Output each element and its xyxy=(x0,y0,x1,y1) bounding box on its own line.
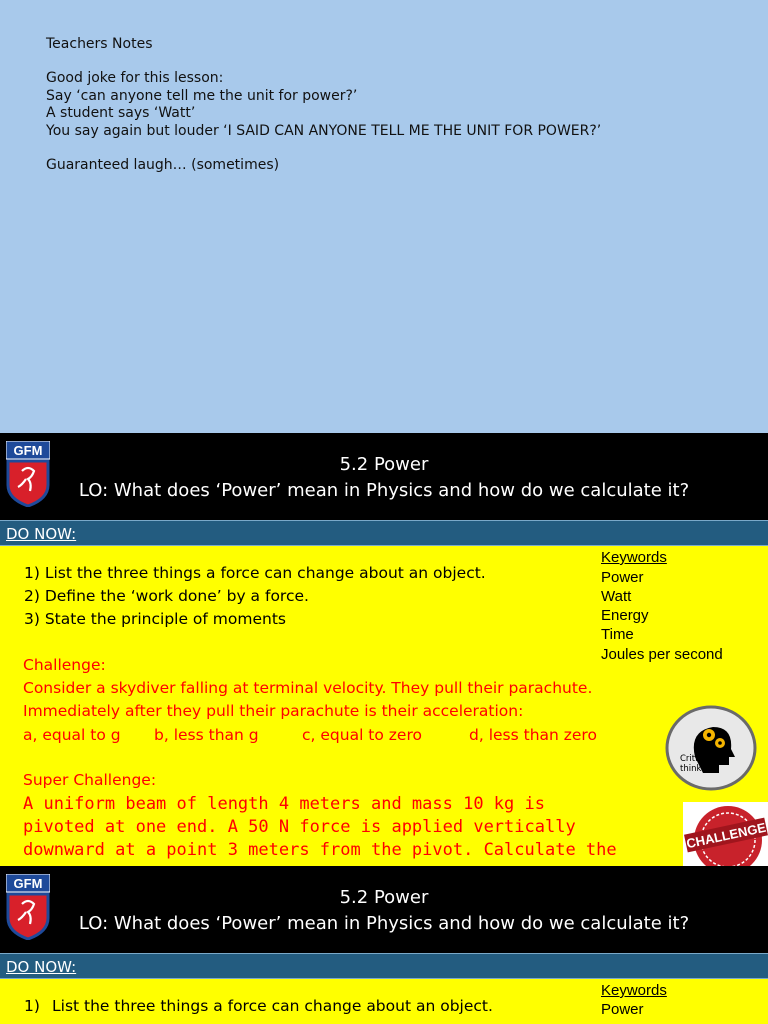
question-1-number: 1) xyxy=(24,997,40,1015)
super-challenge-label: Super Challenge: xyxy=(23,771,157,789)
question-3: 3) State the principle of moments xyxy=(24,610,286,628)
svg-text:GFM: GFM xyxy=(13,876,43,891)
keywords-title: Keywords xyxy=(601,982,667,999)
keyword-watt: Watt xyxy=(601,588,632,605)
question-2: 2) Define the ‘work done’ by a force. xyxy=(24,587,309,605)
svg-text:GFM: GFM xyxy=(13,443,43,458)
challenge-badge-icon xyxy=(683,802,768,866)
option-a: a, equal to g xyxy=(23,726,121,744)
slide-title: 5.2 Power xyxy=(339,454,429,475)
option-d: d, less than zero xyxy=(469,726,597,744)
learning-objective: LO: What does ‘Power’ mean in Physics and how do we calculate it? xyxy=(78,913,690,934)
question-1: 1) List the three things a force can change about an object. xyxy=(24,564,486,582)
notes-line-2: A student says ‘Watt’ xyxy=(46,105,196,121)
super-challenge-line-1: A uniform beam of length 4 meters and mass 10 kg is xyxy=(23,794,545,814)
challenge-label: Challenge: xyxy=(23,656,106,674)
challenge-line-2: Immediately after they pull their parachute is their acceleration: xyxy=(23,702,524,720)
keyword-time: Time xyxy=(601,626,634,643)
slide-preview-2[interactable] xyxy=(0,866,768,1024)
notes-closing: Guaranteed laugh… (sometimes) xyxy=(46,157,280,173)
critical-thinking-label: Critical thinking xyxy=(680,754,715,774)
keyword-energy: Energy xyxy=(601,607,649,624)
slide-title: 5.2 Power xyxy=(339,887,429,908)
notes-line-1: Say ‘can anyone tell me the unit for power?’ xyxy=(46,88,358,104)
super-challenge-line-2: pivoted at one end. A 50 N force is applied vertically xyxy=(23,817,576,837)
teachers-notes-panel xyxy=(0,0,768,433)
notes-line-3: You say again but louder ‘I SAID CAN ANYONE TELL ME THE UNIT FOR POWER?’ xyxy=(46,123,602,139)
super-challenge-line-3: downward at a point 3 meters from the pivot. Calculate the xyxy=(23,840,617,860)
do-now-bar xyxy=(0,953,768,979)
keywords-title: Keywords xyxy=(601,549,667,566)
slide-header xyxy=(0,866,768,953)
option-b: b, less than g xyxy=(154,726,259,744)
critical-thinking-icon xyxy=(665,705,757,791)
challenge-line-1: Consider a skydiver falling at terminal velocity. They pull their parachute. xyxy=(23,679,593,697)
keyword-power: Power xyxy=(601,569,644,586)
learning-objective: LO: What does ‘Power’ mean in Physics and how do we calculate it? xyxy=(78,480,690,501)
notes-title: Teachers Notes xyxy=(46,36,153,52)
option-c: c, equal to zero xyxy=(302,726,422,744)
keyword-power: Power xyxy=(601,1001,644,1018)
do-now-label: DO NOW: xyxy=(6,525,77,543)
keyword-joules-per-second: Joules per second xyxy=(601,646,723,663)
svg-text:CHALLENGE: CHALLENGE xyxy=(684,819,768,852)
notes-joke-intro: Good joke for this lesson: xyxy=(46,70,224,86)
question-1: List the three things a force can change about an object. xyxy=(52,997,493,1015)
do-now-bar xyxy=(0,520,768,546)
do-now-label: DO NOW: xyxy=(6,958,77,976)
slide-header xyxy=(0,433,768,520)
